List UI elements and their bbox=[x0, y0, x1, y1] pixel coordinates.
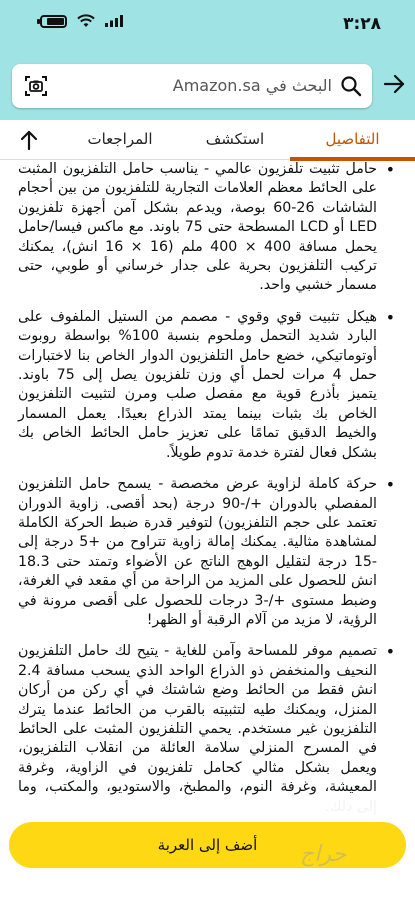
tab-reviews[interactable] bbox=[60, 120, 180, 160]
wifi-icon bbox=[77, 14, 95, 28]
back-arrow-icon[interactable] bbox=[383, 73, 405, 95]
tab-explore-label: استكشف bbox=[205, 130, 265, 148]
cart-bar bbox=[0, 800, 415, 900]
tab-details[interactable] bbox=[290, 120, 415, 160]
feature-bullet: • هيكل تثبيت قوي وقوي - مصمم من الستيل الملفوف على البارد شديد التحمل وملحوم بنسبة 100% بواسطة روبوت أوتوماتيكي، خضع حامل التلفزيون الدوار الخاص بنا لاختبارات حمل 4 مرات لحمل أي وزن تلفزيون يصل إلى 75 باوند. يتميز بأذرع قوية مع مفصل صلب ومرن لتثبيت التلفزيون الخاص بك بثبات بينما يمتد الذراع بعيدًا. يعمل المسمار والخيط الدقيق تمامًا على تعزيز حامل الحائط الخاص بك بشكل فعال لفترة خدمة تدوم طويلاً. bbox=[18, 308, 395, 463]
camera-scan-icon[interactable] bbox=[24, 74, 48, 98]
battery-icon bbox=[40, 15, 67, 28]
tab-explore[interactable] bbox=[180, 120, 290, 160]
battery-level bbox=[47, 18, 64, 25]
search-icon[interactable] bbox=[340, 75, 362, 97]
scroll-up-arrow-icon[interactable] bbox=[18, 129, 40, 151]
search-placeholder: البحث في Amazon.sa bbox=[172, 76, 332, 95]
add-to-cart-button[interactable]: أضف إلى العربة bbox=[9, 822, 406, 868]
detail-tabs bbox=[0, 120, 415, 160]
status-bar bbox=[0, 0, 415, 55]
feature-bullet: • حامل تثبيت تلفزيون عالمي - يناسب حامل التلفزيون المثبت على الحائط معظم العلامات التجارية للتلفزيون من بين أحجام الشاشات 26-60 بوصة، ويدعم بشكل آمن أجهزة تلفزيون LED أو LCD المسطحة حتى 75 باوند. مع ماكس فيسا/حامل يحمل مسافة 400 × 400 ملم (16 × 16 انش)، يمكنك تركيب التلفزيون بحرية على جدار خرساني أو طوبي، حتى مسمار خشبي واحد. bbox=[18, 160, 395, 296]
status-time: ٣:٢٨ bbox=[343, 14, 381, 34]
search-input[interactable] bbox=[12, 64, 372, 108]
app-header bbox=[0, 0, 415, 120]
tab-details-label: التفاصيل bbox=[325, 130, 380, 148]
status-icons bbox=[40, 14, 123, 28]
feature-bullet: • تصميم موفر للمساحة وآمن للغاية - يتيح لك حامل التلفزيون النحيف والمنخفض ذو الذراع الواحد الذي يسحب مسافة 2.4 انش فقط من الحائط وضع شاشتك في أي ركن من أركان المنزل، ويمكنك طيه لتثبيته بالقرب من الحائط عندما يترك التلفزيون غير مستخدم. يحمي التلفزيون المثبت على الحائط في المسرح المنزلي سلامة العائلة من انقلاب التلفزيون، ويعمل بشكل مثالي كحامل تلفزيون في الزاوية، وغرفة المعيشة، وغرفة النوم، والمطبخ، والاستوديو، والمكتب، وما bbox=[18, 642, 395, 817]
feature-bullets bbox=[0, 160, 415, 820]
cellular-signal-icon bbox=[105, 15, 123, 27]
tab-reviews-label: المراجعات bbox=[87, 130, 153, 148]
watermark: حراج bbox=[300, 842, 347, 867]
feature-bullet: • حركة كاملة لزاوية عرض مخصصة - يسمح حامل التلفزيون المفصلي بالدوران +/-90 درجة (بحد أقصى. زاوية الدوران تعتمد على حجم التلفزيون) لتوفير قدرة ضبط الحركة الكاملة لمشاهدة مثالية. يمكنك إمالة زاوية تتراوح من +5 درجة إلى -15 درجة لتقليل الوهج الناتج عن الأضواء وتمتد حتى 18.3 انش للحصول على المزيد من الراحة من أي مقعد في الغرفة، وضبط مستوى +/-3 درجات للحصول على أقصى مرونة في الرؤية، لا مزيد من آلام الرقبة أو الظهر! bbox=[18, 475, 395, 630]
product-details bbox=[0, 160, 415, 820]
